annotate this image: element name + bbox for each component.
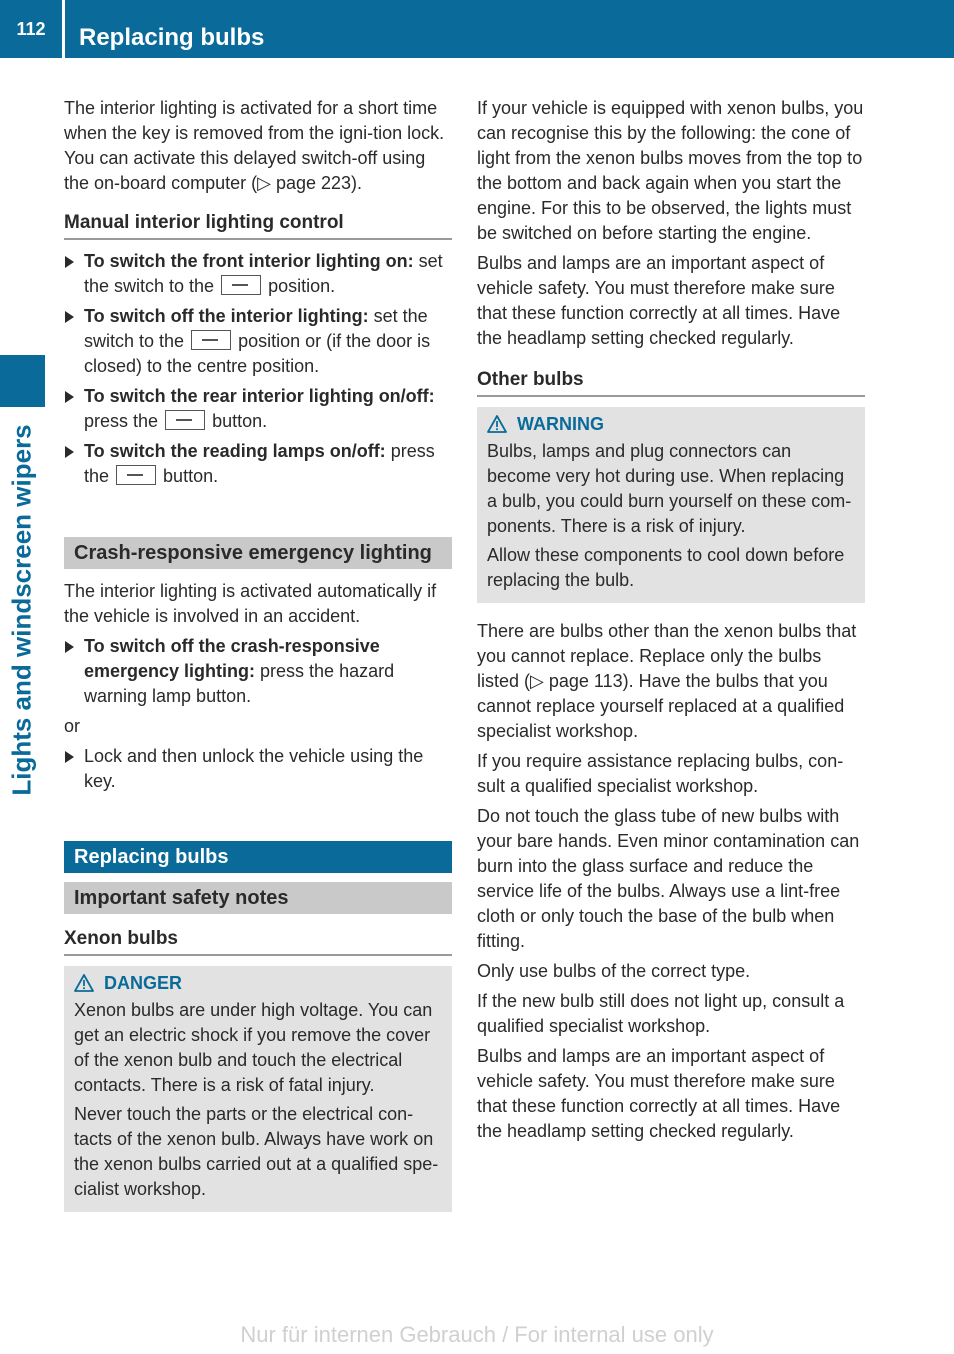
manual-lighting-heading: Manual interior lighting control	[64, 210, 452, 240]
warning-text-2: Allow these components to cool down before replacing the bulb.	[487, 545, 845, 590]
step-text-after: button.	[158, 466, 219, 486]
warning-text-1: Bulbs, lamps and plug connectors can become very hot during use. When replacing a bulb, you could burn yourself on these com-ponents. There is a risk of injury.	[487, 441, 852, 536]
danger-text-1: Xenon bulbs are under high voltage. You can get an electric shock if you remove the cover of the xenon bulb and touch the electrical contacts. There is a risk of fatal injury.	[74, 1000, 433, 1095]
warning-triangle-icon	[74, 974, 94, 992]
step-arrow-icon	[65, 641, 74, 653]
step-rear-light	[64, 384, 452, 434]
step-text-after: button.	[207, 411, 268, 431]
step-arrow-icon	[65, 446, 74, 458]
step-front-light	[64, 249, 452, 299]
step-text: press the	[84, 441, 435, 486]
step-lock-unlock	[64, 744, 452, 794]
left-column	[64, 96, 452, 1212]
header-divider	[62, 0, 65, 58]
crash-lighting-banner: Crash-responsive emergency lighting	[64, 537, 452, 569]
chapter-label: Lights and windscreen wipers	[6, 424, 37, 796]
warning-triangle-icon	[487, 415, 507, 433]
step-text-after: position or (if the door is closed) to the centre position.	[84, 331, 431, 376]
step-arrow-icon	[65, 751, 74, 763]
consult-paragraph: If the new bulb still does not light up, consult a qualified specialist workshop.	[477, 991, 845, 1036]
step-bold: To switch the front interior lighting on:	[84, 251, 414, 271]
step-arrow-icon	[65, 311, 74, 323]
safety-paragraph-2: Bulbs and lamps are an important aspect of vehicle safety. You must therefore make sure that these function correctly at all times. Have the headlamp setting checked regularly.	[477, 1046, 841, 1141]
step-crash-off	[64, 634, 452, 709]
off-switch-symbol-icon	[191, 330, 231, 350]
other-bulbs-paragraph: There are bulbs other than the xenon bulbs that you cannot replace. Replace only the bulbs listed (▷ page 113). Have the bulbs that you cannot replace yourself replaced at a qualified specialist workshop.	[477, 621, 857, 741]
glass-tube-paragraph: Do not touch the glass tube of new bulbs with your bare hands. Even minor contamination can burn into the glass surface and reduce the service life of the bulbs. Always use a lint-free cloth or only touch the base of the bulb when fitting.	[477, 806, 860, 951]
step-text: set the switch to the	[84, 251, 443, 296]
step-text-after: position.	[263, 276, 336, 296]
or-text: or	[64, 716, 81, 736]
xenon-heading: Xenon bulbs	[64, 926, 452, 956]
step-bold: To switch off the crash-responsive emergency lighting:	[84, 636, 380, 681]
warning-header	[487, 411, 855, 437]
step-bold: To switch the reading lamps on/off:	[84, 441, 386, 461]
safety-paragraph: Bulbs and lamps are an important aspect of vehicle safety. You must therefore make sure that these function correctly at all times. Have the headlamp setting checked regularly.	[477, 253, 841, 348]
replacing-bulbs-banner: Replacing bulbs	[64, 841, 452, 873]
step-arrow-icon	[65, 391, 74, 403]
assistance-paragraph: If you require assistance replacing bulbs, con-sult a qualified specialist workshop.	[477, 751, 844, 796]
crash-intro: The interior lighting is activated automatically if the vehicle is involved in an accident.	[64, 581, 437, 626]
danger-label: DANGER	[104, 973, 183, 993]
right-column	[477, 96, 865, 1149]
step-arrow-icon	[65, 256, 74, 268]
warning-box	[477, 407, 865, 603]
page-number: 112	[16, 18, 46, 39]
side-tab-marker	[0, 355, 45, 407]
step-bold: To switch off the interior lighting:	[84, 306, 369, 326]
step-text: set the switch to the	[84, 306, 428, 351]
step-text: press the	[84, 411, 159, 431]
step-reading-lamps	[64, 439, 452, 489]
correct-type-paragraph: Only use bulbs of the correct type.	[477, 961, 751, 981]
step-text: Lock and then unlock the vehicle using the key.	[84, 746, 424, 791]
step-off-light	[64, 304, 452, 379]
safety-notes-banner: Important safety notes	[64, 882, 452, 914]
step-bold: To switch the rear interior lighting on/off:	[84, 386, 435, 406]
danger-header	[74, 970, 442, 996]
front-light-switch-symbol-icon	[221, 275, 261, 295]
section-title: Replacing bulbs	[79, 24, 265, 51]
footer-watermark: Nur für internen Gebrauch / For internal use only	[240, 1322, 714, 1347]
danger-text-2: Never touch the parts or the electrical con-tacts of the xenon bulb. Always have work on the xenon bulbs carried out at a qualified spe-cialist workshop.	[74, 1104, 439, 1199]
danger-box	[64, 966, 452, 1212]
reading-lamp-button-symbol-icon	[116, 465, 156, 485]
step-text: press the hazard warning lamp button.	[84, 661, 395, 706]
other-bulbs-heading: Other bulbs	[477, 367, 865, 397]
xenon-recognition-paragraph: If your vehicle is equipped with xenon bulbs, you can recognise this by the following: the cone of light from the xenon bulbs moves from the top to the bottom and back again when you start the engine. For this to be observed, the lights must be switched on before starting the engine.	[477, 98, 864, 243]
warning-label: WARNING	[517, 414, 604, 434]
intro-paragraph: The interior lighting is activated for a short time when the key is removed from the igni-tion lock. You can activate this delayed switch-off using the on-board computer (▷ page 223).	[64, 98, 445, 193]
rear-light-button-symbol-icon	[165, 410, 205, 430]
